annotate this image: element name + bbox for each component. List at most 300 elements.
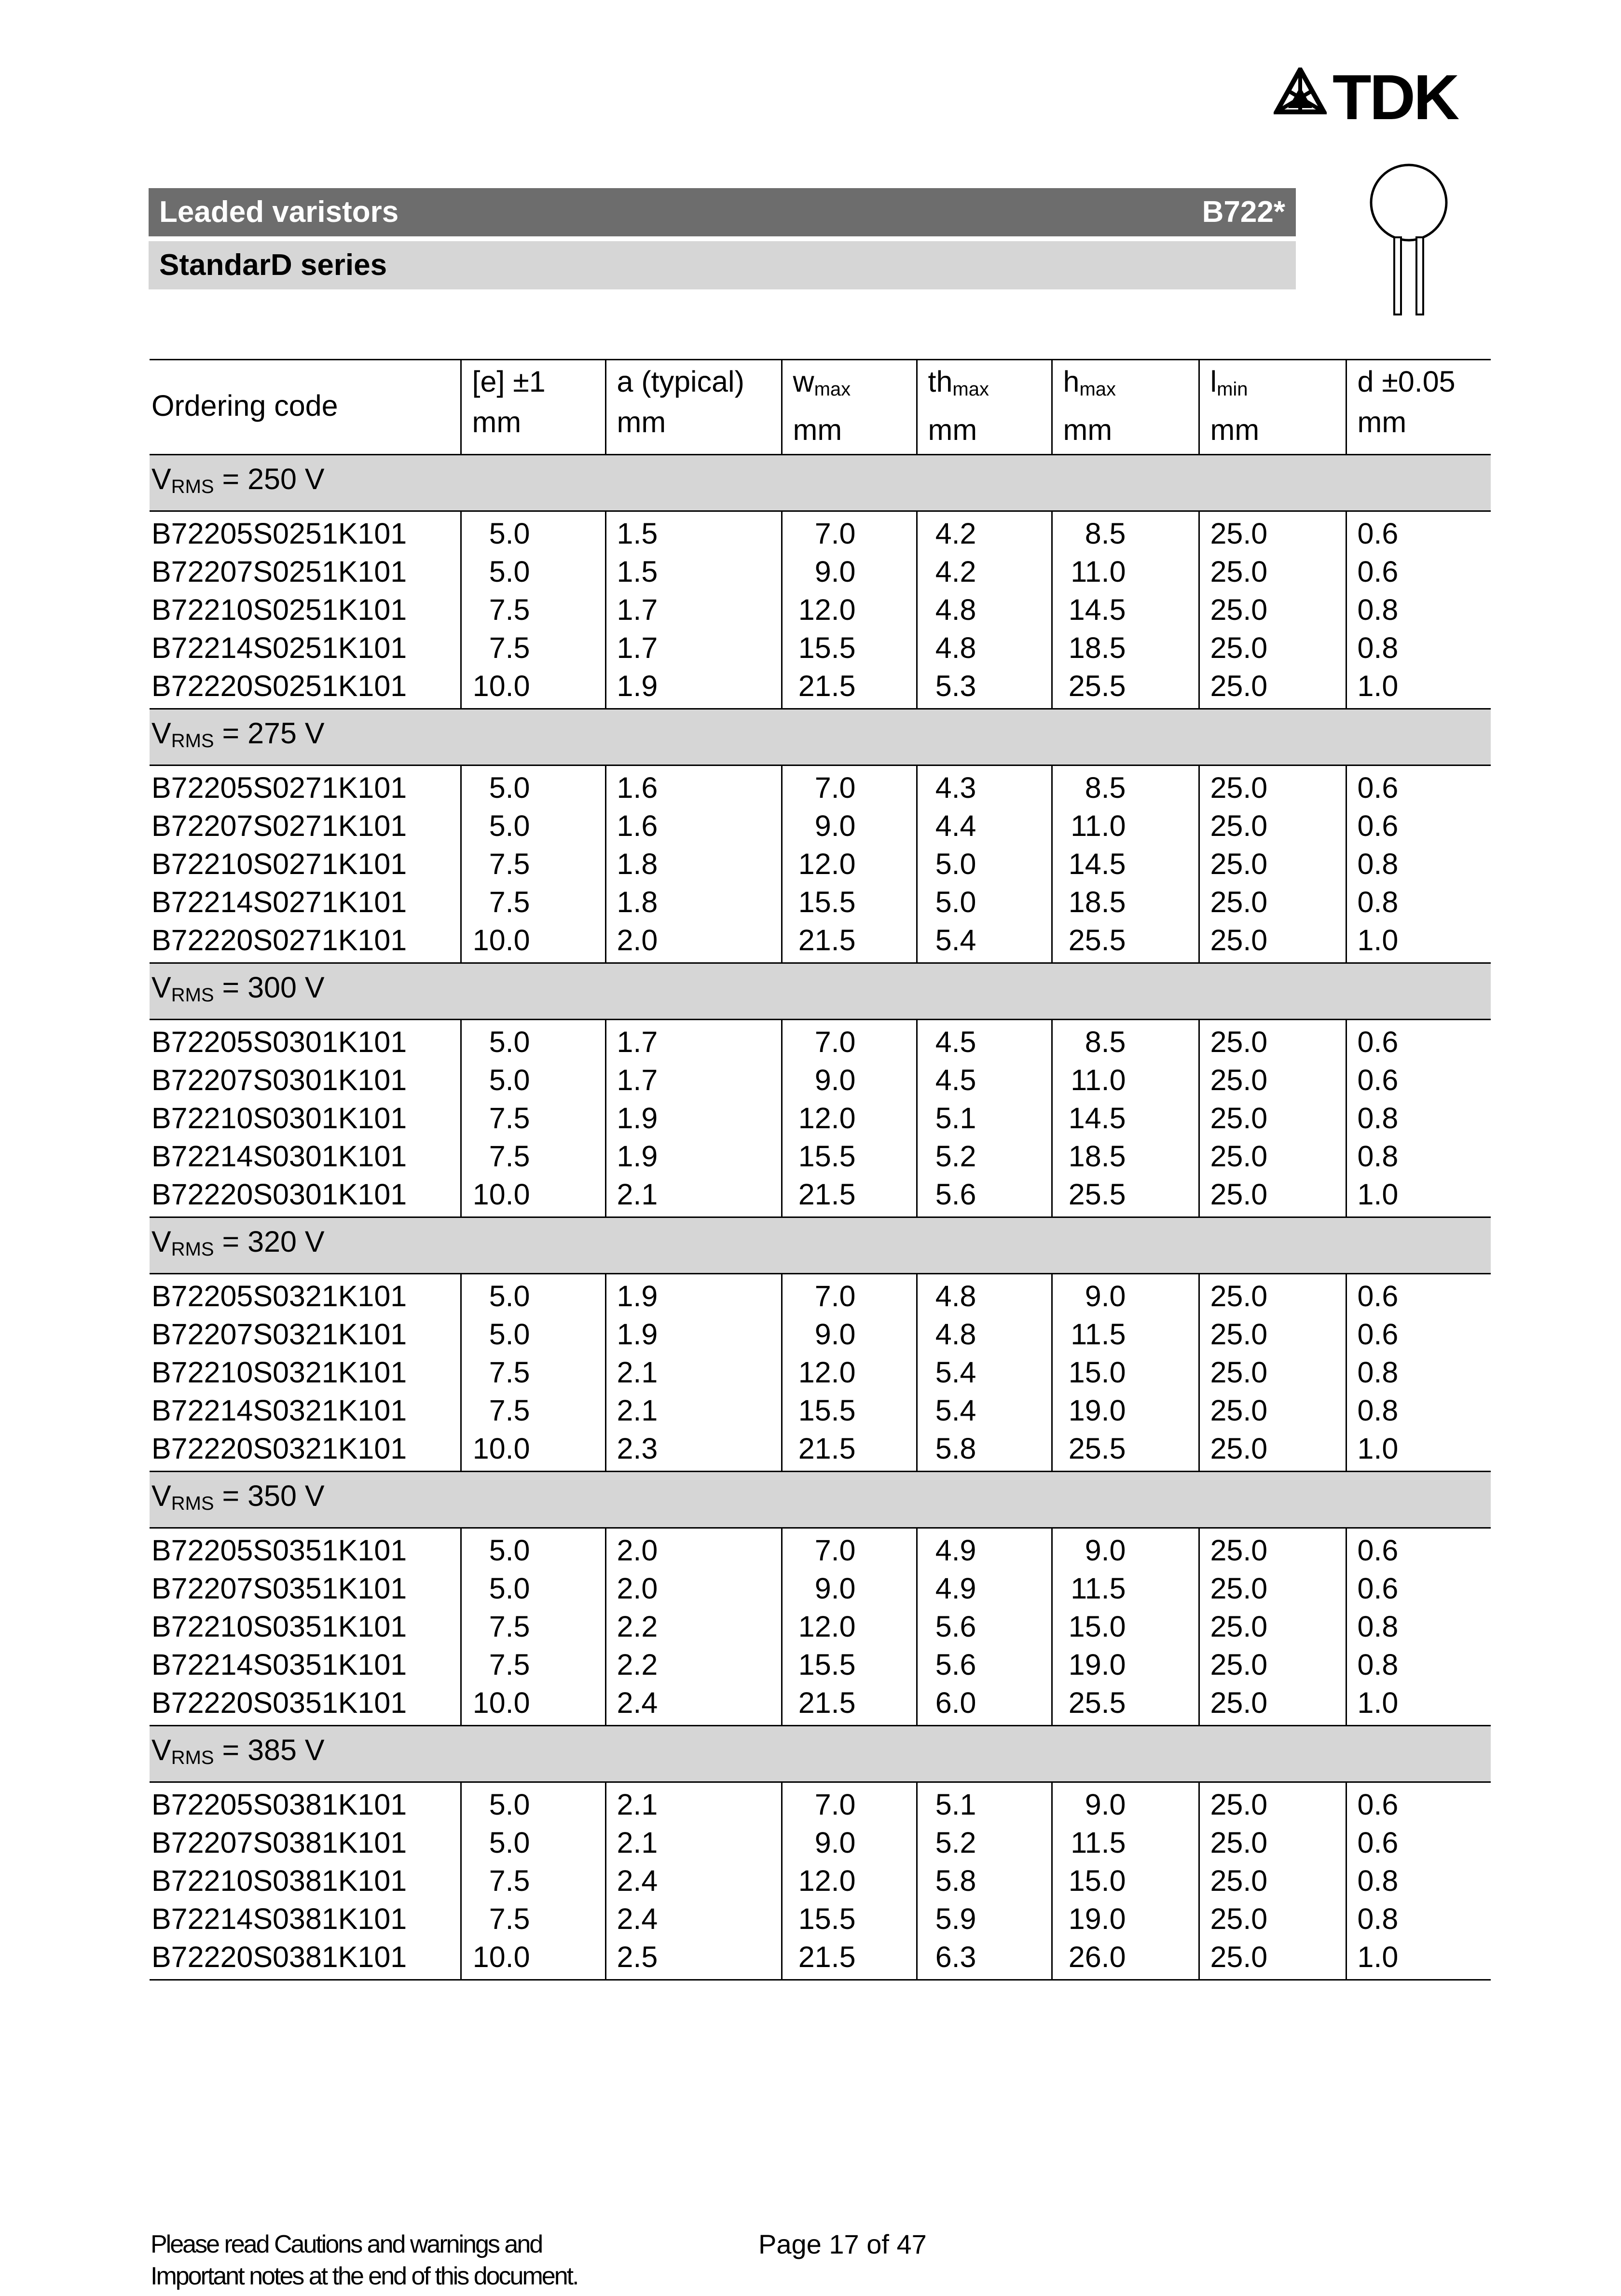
value-cell: 0.8 — [1346, 1099, 1491, 1137]
value-cell: 2.0 — [605, 1528, 782, 1570]
value-cell: 7.5 — [461, 1137, 605, 1175]
ordering-code-cell: B72220S0271K101 — [151, 924, 407, 957]
table-row — [150, 1862, 1491, 1900]
value-cell: 21.5 — [782, 1430, 917, 1472]
value-cell: 0.8 — [1346, 1608, 1491, 1646]
value-cell: 25.0 — [1199, 1862, 1346, 1900]
value-cell: 9.0 — [782, 1824, 917, 1862]
ordering-code-cell: B72205S0301K101 — [151, 1025, 407, 1058]
value-cell: 0.6 — [1346, 1528, 1491, 1570]
value-cell: 25.0 — [1199, 1061, 1346, 1099]
value-cell: 6.0 — [917, 1684, 1052, 1726]
value-cell: 0.6 — [1346, 807, 1491, 845]
ordering-code-cell: B72220S0321K101 — [151, 1432, 407, 1465]
dimensions-table — [150, 359, 1491, 1981]
value-cell: 7.5 — [461, 1353, 605, 1392]
table-row — [150, 921, 1491, 963]
voltage-group-label: $V_{RMS} = 300$ V — [150, 963, 1491, 1020]
value-cell: 4.9 — [917, 1570, 1052, 1608]
table-row — [150, 511, 1491, 553]
table-row — [150, 1392, 1491, 1430]
table-row — [150, 1938, 1491, 1980]
value-cell: 2.0 — [605, 921, 782, 963]
table-row — [150, 1430, 1491, 1472]
value-cell: 9.0 — [782, 1570, 917, 1608]
value-cell: 2.1 — [605, 1782, 782, 1824]
group-header-row — [150, 963, 1491, 1020]
value-cell: 19.0 — [1052, 1392, 1199, 1430]
value-cell: 0.8 — [1346, 1900, 1491, 1938]
value-cell: 5.0 — [461, 1570, 605, 1608]
header-a: a (typical) mm — [605, 360, 782, 455]
value-cell: 5.0 — [461, 553, 605, 591]
ordering-code-cell: B72205S0271K101 — [151, 771, 407, 804]
value-cell: 7.0 — [782, 765, 917, 807]
value-cell: 11.5 — [1052, 1570, 1199, 1608]
value-cell: 25.0 — [1199, 591, 1346, 629]
ordering-code-cell: B72210S0351K101 — [151, 1610, 407, 1643]
value-cell: 14.5 — [1052, 1099, 1199, 1137]
value-cell: 7.5 — [461, 845, 605, 883]
ordering-code-cell: B72207S0381K101 — [151, 1826, 407, 1859]
banner-code: B722* — [1202, 195, 1285, 229]
value-cell: 8.5 — [1052, 511, 1199, 553]
ordering-code-cell: B72205S0351K101 — [151, 1534, 407, 1567]
value-cell: 18.5 — [1052, 1137, 1199, 1175]
table-row — [150, 667, 1491, 709]
header-th: $th_{max}$ mm — [917, 360, 1052, 455]
tdk-emblem-icon — [1274, 68, 1327, 121]
value-cell: 25.0 — [1199, 1684, 1346, 1726]
value-cell: 1.0 — [1346, 1430, 1491, 1472]
value-cell: 2.1 — [605, 1353, 782, 1392]
value-cell: 12.0 — [782, 1099, 917, 1137]
value-cell: 25.0 — [1199, 921, 1346, 963]
ordering-code-cell: B72214S0271K101 — [151, 886, 407, 918]
value-cell: 10.0 — [461, 1175, 605, 1217]
value-cell: 14.5 — [1052, 591, 1199, 629]
value-cell: 0.6 — [1346, 1315, 1491, 1353]
value-cell: 15.5 — [782, 1646, 917, 1684]
value-cell: 5.4 — [917, 921, 1052, 963]
value-cell: 2.5 — [605, 1938, 782, 1980]
value-cell: 7.5 — [461, 1099, 605, 1137]
value-cell: 12.0 — [782, 1608, 917, 1646]
table-row — [150, 1570, 1491, 1608]
value-cell: 26.0 — [1052, 1938, 1199, 1980]
value-cell: 25.0 — [1199, 1392, 1346, 1430]
value-cell: 21.5 — [782, 1684, 917, 1726]
value-cell: 1.9 — [605, 1137, 782, 1175]
value-cell: 18.5 — [1052, 629, 1199, 667]
value-cell: 15.5 — [782, 883, 917, 921]
ordering-code-cell: B72220S0301K101 — [151, 1178, 407, 1211]
value-cell: 5.0 — [461, 511, 605, 553]
table-row — [150, 1274, 1491, 1316]
value-cell: 2.4 — [605, 1900, 782, 1938]
value-cell: 2.1 — [605, 1824, 782, 1862]
cautions-note-line1: Please read Cautions and warnings and — [151, 2230, 542, 2258]
value-cell: 5.4 — [917, 1353, 1052, 1392]
value-cell: 0.6 — [1346, 553, 1491, 591]
value-cell: 14.5 — [1052, 845, 1199, 883]
value-cell: 25.0 — [1199, 1175, 1346, 1217]
ordering-code-cell: B72205S0381K101 — [151, 1788, 407, 1821]
table-row — [150, 1684, 1491, 1726]
value-cell: 15.5 — [782, 629, 917, 667]
ordering-code-cell: B72220S0381K101 — [150, 1938, 461, 1980]
value-cell: 15.5 — [782, 1900, 917, 1938]
value-cell: 0.8 — [1346, 1392, 1491, 1430]
value-cell: 4.9 — [917, 1528, 1052, 1570]
table-row — [150, 1782, 1491, 1824]
value-cell: 25.0 — [1199, 1782, 1346, 1824]
value-cell: 2.4 — [605, 1684, 782, 1726]
value-cell: 25.0 — [1199, 1646, 1346, 1684]
table-row — [150, 883, 1491, 921]
table-row — [150, 1824, 1491, 1862]
value-cell: 5.2 — [917, 1824, 1052, 1862]
value-cell: 2.2 — [605, 1608, 782, 1646]
value-cell: 2.4 — [605, 1862, 782, 1900]
value-cell: 15.0 — [1052, 1862, 1199, 1900]
value-cell: 2.3 — [605, 1430, 782, 1472]
ordering-code-cell: B72207S0321K101 — [151, 1318, 407, 1351]
value-cell: 1.9 — [605, 1315, 782, 1353]
value-cell: 25.0 — [1199, 1608, 1346, 1646]
value-cell: 1.7 — [605, 629, 782, 667]
ordering-code-cell: B72214S0251K101 — [151, 631, 407, 664]
voltage-group — [150, 1726, 1491, 1980]
value-cell: 1.5 — [605, 553, 782, 591]
table-row — [150, 1608, 1491, 1646]
series-banner — [149, 241, 1296, 289]
value-cell: 12.0 — [782, 845, 917, 883]
value-cell: 25.0 — [1199, 1938, 1346, 1980]
group-header-row — [150, 1472, 1491, 1528]
value-cell: 7.5 — [461, 1608, 605, 1646]
value-cell: 12.0 — [782, 1862, 917, 1900]
value-cell: 1.6 — [605, 765, 782, 807]
value-cell: 4.8 — [917, 1274, 1052, 1316]
value-cell: 1.7 — [605, 1061, 782, 1099]
value-cell: 0.6 — [1346, 765, 1491, 807]
ordering-code-cell: B72210S0381K101 — [151, 1864, 407, 1897]
voltage-group — [150, 455, 1491, 709]
header-e: [e] ±1 mm — [461, 360, 605, 455]
value-cell: 7.5 — [461, 1862, 605, 1900]
value-cell: 25.0 — [1199, 1528, 1346, 1570]
header-d: d ±0.05 mm — [1346, 360, 1491, 455]
table-row — [150, 807, 1491, 845]
value-cell: 4.8 — [917, 591, 1052, 629]
value-cell: 5.0 — [917, 845, 1052, 883]
value-cell: 0.6 — [1346, 1061, 1491, 1099]
value-cell: 5.1 — [917, 1099, 1052, 1137]
value-cell: 2.0 — [605, 1570, 782, 1608]
table-row — [150, 845, 1491, 883]
value-cell: 25.0 — [1199, 1353, 1346, 1392]
value-cell: 10.0 — [461, 921, 605, 963]
value-cell: 5.2 — [917, 1137, 1052, 1175]
value-cell: 9.0 — [1052, 1274, 1199, 1316]
value-cell: 21.5 — [782, 921, 917, 963]
voltage-group-label: $V_{RMS} = 385$ V — [150, 1726, 1491, 1782]
value-cell: 5.0 — [461, 1274, 605, 1316]
ordering-code-cell: B72207S0271K101 — [151, 809, 407, 842]
tdk-logo — [1274, 62, 1496, 133]
value-cell: 1.0 — [1346, 667, 1491, 709]
value-cell: 9.0 — [782, 553, 917, 591]
value-cell: 5.0 — [461, 1782, 605, 1824]
value-cell: 2.2 — [605, 1646, 782, 1684]
value-cell: 7.5 — [461, 1900, 605, 1938]
value-cell: 5.6 — [917, 1175, 1052, 1217]
value-cell: 25.5 — [1052, 1684, 1199, 1726]
table-row — [150, 1315, 1491, 1353]
value-cell: 25.0 — [1199, 511, 1346, 553]
ordering-code-cell: B72214S0301K101 — [151, 1140, 407, 1173]
table-header-row — [150, 360, 1491, 455]
value-cell: 9.0 — [782, 1061, 917, 1099]
value-cell: 7.0 — [782, 1528, 917, 1570]
leaded-varistor-icon — [1365, 159, 1452, 318]
table-row — [150, 765, 1491, 807]
value-cell: 5.6 — [917, 1646, 1052, 1684]
table-row — [150, 1900, 1491, 1938]
value-cell: 25.0 — [1199, 1824, 1346, 1862]
value-cell: 7.5 — [461, 1646, 605, 1684]
value-cell: 5.3 — [917, 667, 1052, 709]
value-cell: 25.0 — [1199, 1099, 1346, 1137]
table-row — [150, 553, 1491, 591]
value-cell: 21.5 — [782, 1175, 917, 1217]
value-cell: 5.0 — [461, 807, 605, 845]
value-cell: 15.0 — [1052, 1353, 1199, 1392]
value-cell: 5.6 — [917, 1608, 1052, 1646]
ordering-code-cell: B72207S0351K101 — [151, 1572, 407, 1605]
value-cell: 5.8 — [917, 1862, 1052, 1900]
value-cell: 1.7 — [605, 1020, 782, 1062]
ordering-code-cell: B72210S0321K101 — [151, 1356, 407, 1389]
value-cell: 21.5 — [782, 667, 917, 709]
value-cell: 0.6 — [1346, 511, 1491, 553]
value-cell: 10.0 — [461, 1684, 605, 1726]
ordering-code-cell: B72207S0301K101 — [151, 1064, 407, 1096]
value-cell: 5.8 — [917, 1430, 1052, 1472]
voltage-group-label: $V_{RMS} = 250$ V — [150, 455, 1491, 511]
value-cell: 25.0 — [1199, 1900, 1346, 1938]
voltage-group-label: $V_{RMS} = 320$ V — [150, 1217, 1491, 1274]
value-cell: 10.0 — [461, 667, 605, 709]
value-cell: 21.5 — [782, 1938, 917, 1980]
value-cell: 1.8 — [605, 845, 782, 883]
value-cell: 9.0 — [1052, 1528, 1199, 1570]
value-cell: 7.5 — [461, 883, 605, 921]
value-cell: 0.6 — [1346, 1020, 1491, 1062]
voltage-group — [150, 1217, 1491, 1472]
voltage-group — [150, 709, 1491, 963]
value-cell: 15.5 — [782, 1392, 917, 1430]
voltage-group — [150, 1472, 1491, 1726]
value-cell: 1.9 — [605, 1274, 782, 1316]
value-cell: 0.8 — [1346, 591, 1491, 629]
header-l: $l_{min}$ mm — [1199, 360, 1346, 455]
value-cell: 10.0 — [461, 1430, 605, 1472]
value-cell: 0.8 — [1346, 1646, 1491, 1684]
value-cell: 7.5 — [461, 1392, 605, 1430]
ordering-code-cell: B72220S0351K101 — [151, 1686, 407, 1719]
ordering-code-cell: B72210S0301K101 — [151, 1102, 407, 1134]
value-cell: 25.0 — [1199, 1570, 1346, 1608]
value-cell: 2.1 — [605, 1175, 782, 1217]
value-cell: 0.6 — [1346, 1274, 1491, 1316]
value-cell: 4.4 — [917, 807, 1052, 845]
group-header-row — [150, 1217, 1491, 1274]
value-cell: 1.6 — [605, 807, 782, 845]
value-cell: 0.8 — [1346, 883, 1491, 921]
table-row — [150, 591, 1491, 629]
value-cell: 7.0 — [782, 1782, 917, 1824]
value-cell: 4.2 — [917, 511, 1052, 553]
ordering-code-cell: B72205S0251K101 — [151, 517, 407, 550]
group-header-row — [150, 1726, 1491, 1782]
value-cell: 5.0 — [917, 883, 1052, 921]
value-cell: 11.0 — [1052, 1061, 1199, 1099]
value-cell: 11.5 — [1052, 1315, 1199, 1353]
table-row — [150, 1353, 1491, 1392]
table-row — [150, 1528, 1491, 1570]
value-cell: 11.0 — [1052, 553, 1199, 591]
value-cell: 11.5 — [1052, 1824, 1199, 1862]
value-cell: 19.0 — [1052, 1646, 1199, 1684]
value-cell: 0.8 — [1346, 1137, 1491, 1175]
value-cell: 1.8 — [605, 883, 782, 921]
value-cell: 4.8 — [917, 629, 1052, 667]
value-cell: 5.0 — [461, 765, 605, 807]
value-cell: 1.5 — [605, 511, 782, 553]
value-cell: 25.0 — [1199, 883, 1346, 921]
table-row — [150, 1099, 1491, 1137]
value-cell: 7.0 — [782, 1020, 917, 1062]
ordering-code-cell: B72220S0251K101 — [151, 670, 407, 702]
value-cell: 25.5 — [1052, 1430, 1199, 1472]
value-cell: 19.0 — [1052, 1900, 1199, 1938]
value-cell: 4.5 — [917, 1020, 1052, 1062]
value-cell: 25.0 — [1199, 845, 1346, 883]
cautions-note — [151, 2228, 578, 2292]
value-cell: 25.0 — [1199, 1430, 1346, 1472]
value-cell: 5.0 — [461, 1528, 605, 1570]
header-w: $w_{max}$ mm — [782, 360, 917, 455]
cautions-note-line2: Important notes at the end of this document. — [151, 2262, 578, 2290]
ordering-code-cell: B72214S0351K101 — [151, 1648, 407, 1681]
banner-title: Leaded varistors — [159, 195, 399, 229]
value-cell: 10.0 — [461, 1938, 605, 1980]
value-cell: 25.0 — [1199, 1020, 1346, 1062]
voltage-group — [150, 963, 1491, 1217]
value-cell: 4.8 — [917, 1315, 1052, 1353]
table-row — [150, 1020, 1491, 1062]
value-cell: 1.0 — [1346, 1175, 1491, 1217]
value-cell: 5.0 — [461, 1020, 605, 1062]
page-number: Page 17 of 47 — [758, 2229, 927, 2259]
tdk-wordmark: TDK — [1333, 62, 1458, 133]
value-cell: 18.5 — [1052, 883, 1199, 921]
value-cell: 1.9 — [605, 667, 782, 709]
value-cell: 9.0 — [782, 1315, 917, 1353]
value-cell: 1.0 — [1346, 1684, 1491, 1726]
value-cell: 0.8 — [1346, 1862, 1491, 1900]
value-cell: 7.5 — [461, 629, 605, 667]
voltage-group-label: $V_{RMS} = 350$ V — [150, 1472, 1491, 1528]
value-cell: 6.3 — [917, 1938, 1052, 1980]
ordering-code-cell: B72210S0271K101 — [151, 847, 407, 880]
value-cell: 9.0 — [782, 807, 917, 845]
value-cell: 1.7 — [605, 591, 782, 629]
value-cell: 4.3 — [917, 765, 1052, 807]
value-cell: 25.0 — [1199, 1274, 1346, 1316]
value-cell: 15.0 — [1052, 1608, 1199, 1646]
value-cell: 25.0 — [1199, 553, 1346, 591]
value-cell: 15.5 — [782, 1137, 917, 1175]
value-cell: 25.0 — [1199, 807, 1346, 845]
product-family-banner — [149, 188, 1296, 236]
value-cell: 4.2 — [917, 553, 1052, 591]
value-cell: 1.0 — [1346, 921, 1491, 963]
group-header-row — [150, 709, 1491, 765]
value-cell: 2.1 — [605, 1392, 782, 1430]
table-row — [150, 1175, 1491, 1217]
value-cell: 8.5 — [1052, 1020, 1199, 1062]
voltage-group-label: $V_{RMS} = 275$ V — [150, 709, 1491, 765]
value-cell: 0.8 — [1346, 629, 1491, 667]
value-cell: 8.5 — [1052, 765, 1199, 807]
value-cell: 25.0 — [1199, 667, 1346, 709]
value-cell: 5.9 — [917, 1900, 1052, 1938]
value-cell: 5.0 — [461, 1824, 605, 1862]
value-cell: 12.0 — [782, 591, 917, 629]
value-cell: 0.6 — [1346, 1782, 1491, 1824]
value-cell: 0.6 — [1346, 1570, 1491, 1608]
group-header-row — [150, 455, 1491, 511]
value-cell: 7.0 — [782, 1274, 917, 1316]
header-h: $h_{max}$ mm — [1052, 360, 1199, 455]
table-row — [150, 629, 1491, 667]
value-cell: 25.0 — [1199, 1315, 1346, 1353]
series-title: StandarD series — [159, 248, 387, 282]
value-cell: 25.5 — [1052, 921, 1199, 963]
value-cell: 5.1 — [917, 1782, 1052, 1824]
ordering-code-cell: B72205S0321K101 — [151, 1280, 407, 1312]
ordering-code-cell: B72214S0381K101 — [151, 1902, 407, 1935]
value-cell: 25.0 — [1199, 765, 1346, 807]
ordering-code-cell: B72210S0251K101 — [151, 593, 407, 626]
header-ordering-code: Ordering code — [151, 389, 338, 422]
value-cell: 0.8 — [1346, 845, 1491, 883]
value-cell: 5.0 — [461, 1315, 605, 1353]
table-row — [150, 1061, 1491, 1099]
ordering-code-cell: B72207S0251K101 — [151, 555, 407, 588]
value-cell: 1.9 — [605, 1099, 782, 1137]
value-cell: 0.8 — [1346, 1353, 1491, 1392]
value-cell: 4.5 — [917, 1061, 1052, 1099]
value-cell: 25.0 — [1199, 629, 1346, 667]
value-cell: 11.0 — [1052, 807, 1199, 845]
value-cell: 1.0 — [1346, 1938, 1491, 1980]
table-row — [150, 1646, 1491, 1684]
value-cell: 7.5 — [461, 591, 605, 629]
